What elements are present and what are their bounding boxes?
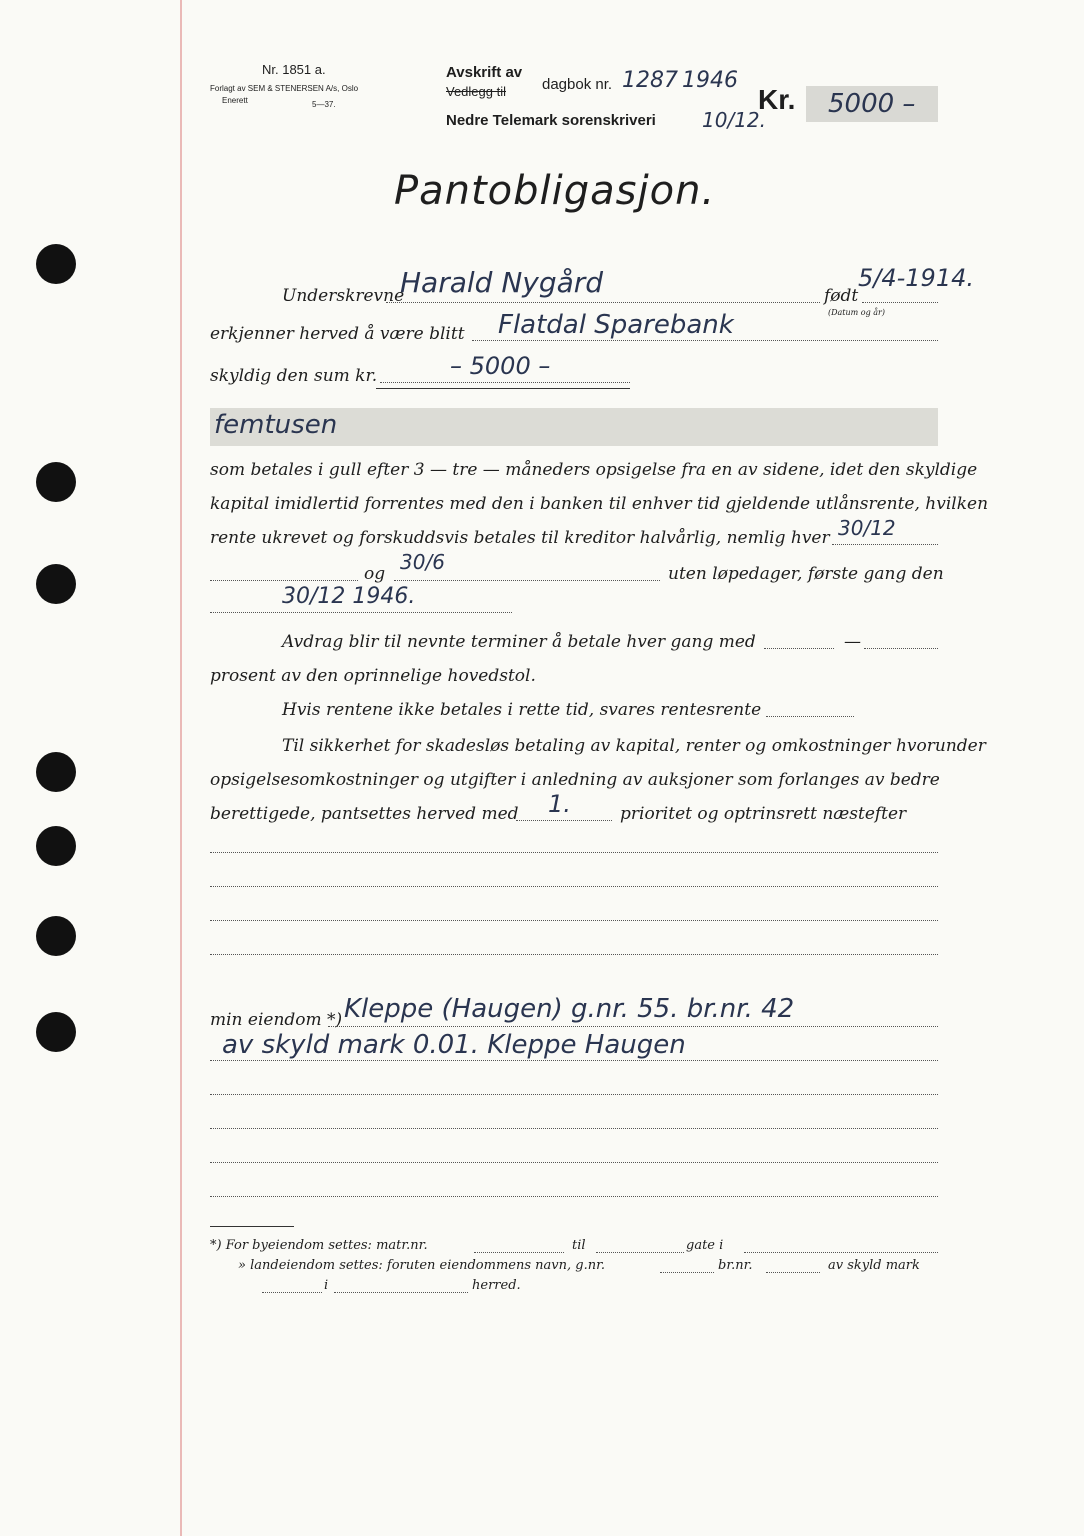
property-label: min eiendom *) [210, 1010, 343, 1030]
attach-label: Vedlegg til [446, 84, 506, 99]
dotted-line [210, 1094, 938, 1095]
body-line-2: kapital imidlertid forrentes med den i banken til enhver tid gjeldende utlånsrente, hvilken [210, 494, 989, 514]
dotted-line [766, 1272, 820, 1273]
publisher-date: 5—37. [312, 100, 336, 109]
dotted-line [328, 1026, 938, 1027]
dotted-line [210, 1196, 938, 1197]
og-text: og [364, 564, 386, 584]
dotted-line [516, 820, 612, 821]
dotted-line [864, 648, 938, 649]
dotted-line [386, 302, 820, 303]
dotted-line [334, 1292, 468, 1293]
footnote-line-3b: herred. [472, 1278, 521, 1293]
dotted-line [596, 1252, 684, 1253]
footnote-line-2a: » landeiendom settes: foruten eiendommens navn, g.nr. [238, 1258, 605, 1273]
footnote-line-2b: br.nr. [718, 1258, 753, 1273]
dotted-line [472, 340, 938, 341]
punch-hole [36, 752, 76, 792]
dotted-line [474, 1252, 564, 1253]
form-number: Nr. 1851 a. [262, 62, 326, 77]
kr-label: Kr. [758, 84, 796, 115]
footnote-line-2c: av skyld mark [828, 1258, 920, 1273]
footnote-line-1c: gate i [686, 1238, 724, 1253]
dagbok-label: dagbok nr. [542, 76, 613, 93]
body-line-10: berettigede, pantsettes herved med [210, 804, 519, 824]
undersigned-label: Underskrevne [282, 286, 405, 306]
sum-label: skyldig den sum kr. [210, 366, 378, 386]
body-line-6: prosent av den oprinnelige hovedstol. [210, 666, 536, 686]
property-value-1: Kleppe (Haugen) g.nr. 55. br.nr. 42 [344, 994, 795, 1024]
body-line-1: som betales i gull efter 3 — tre — måneders opsigelse fra en av sidene, idet den skyldige [210, 460, 978, 480]
footnote-rule [210, 1226, 294, 1227]
undersigned-name: Harald Nygård [400, 266, 604, 299]
publisher-rights: Enerett [222, 96, 248, 105]
dotted-line [394, 580, 660, 581]
dotted-line [744, 1252, 938, 1253]
sum-underline [376, 388, 630, 389]
dotted-line [262, 1292, 322, 1293]
dotted-line [210, 1060, 938, 1061]
sum-words: femtusen [214, 410, 338, 440]
sum-amount: – 5000 – [450, 352, 551, 380]
dotted-line [832, 544, 938, 545]
dotted-line [380, 382, 630, 383]
copy-label: Avskrift av [446, 64, 523, 81]
punch-hole [36, 462, 76, 502]
punch-hole [36, 1012, 76, 1052]
property-value-2: av skyld mark 0.01. Kleppe Haugen [222, 1030, 686, 1060]
born-hint: (Datum og år) [828, 308, 885, 317]
born-label: født [824, 286, 859, 306]
footnote-line-1a: *) For byeiendom settes: matr.nr. [210, 1238, 428, 1253]
dotted-line [210, 612, 512, 613]
punch-hole [36, 244, 76, 284]
dotted-line [210, 920, 938, 921]
body-line-8: Til sikkerhet for skadesløs betaling av kapital, renter og omkostninger hvorunder [282, 736, 986, 756]
dotted-line [210, 852, 938, 853]
footnote-line-1b: til [572, 1238, 586, 1253]
publisher-line: Forlagt av SEM & STENERSEN A/s, Oslo [210, 84, 359, 93]
priority-value: 1. [548, 790, 571, 818]
interest-date-2: 30/6 [400, 550, 445, 574]
dotted-line [210, 580, 358, 581]
interest-date-1: 30/12 [838, 516, 896, 540]
body-line-4-end: uten løpedager, første gang den [668, 564, 944, 584]
dotted-line [210, 954, 938, 955]
dotted-line [210, 1162, 938, 1163]
body-line-3: rente ukrevet og forskuddsvis betales til kreditor halvårlig, nemlig hver [210, 528, 830, 548]
body-line-5-end: — [844, 632, 861, 652]
office-name: Nedre Telemark sorenskriveri [446, 112, 656, 129]
body-line-5: Avdrag blir til nevnte terminer å betale hver gang med [282, 632, 756, 652]
dotted-line [210, 1128, 938, 1129]
punch-hole [36, 564, 76, 604]
margin-line [180, 0, 182, 1536]
body-line-7: Hvis rentene ikke betales i rette tid, svares rentesrente [282, 700, 762, 720]
dotted-line [764, 648, 834, 649]
footnote-line-3a: i [324, 1278, 329, 1293]
dotted-line [766, 716, 854, 717]
first-payment-date: 30/12 1946. [282, 584, 416, 609]
punch-hole [36, 916, 76, 956]
kr-amount: 5000 – [806, 86, 938, 122]
dagbok-number: 1287 [622, 68, 678, 93]
office-date: 10/12. [702, 108, 766, 132]
dotted-line [210, 886, 938, 887]
dotted-line [862, 302, 938, 303]
body-line-10-end: prioritet og optrinsrett næstefter [620, 804, 907, 824]
punch-hole [36, 826, 76, 866]
creditor-label: erkjenner herved å være blitt [210, 324, 465, 344]
born-date: 5/4-1914. [858, 264, 974, 292]
year: 1946 [682, 68, 738, 93]
document-title: Pantobligasjon. [394, 168, 716, 214]
creditor-name: Flatdal Sparebank [498, 310, 734, 340]
body-line-9: opsigelsesomkostninger og utgifter i anledning av auksjoner som forlanges av bedre [210, 770, 940, 790]
dotted-line [660, 1272, 714, 1273]
